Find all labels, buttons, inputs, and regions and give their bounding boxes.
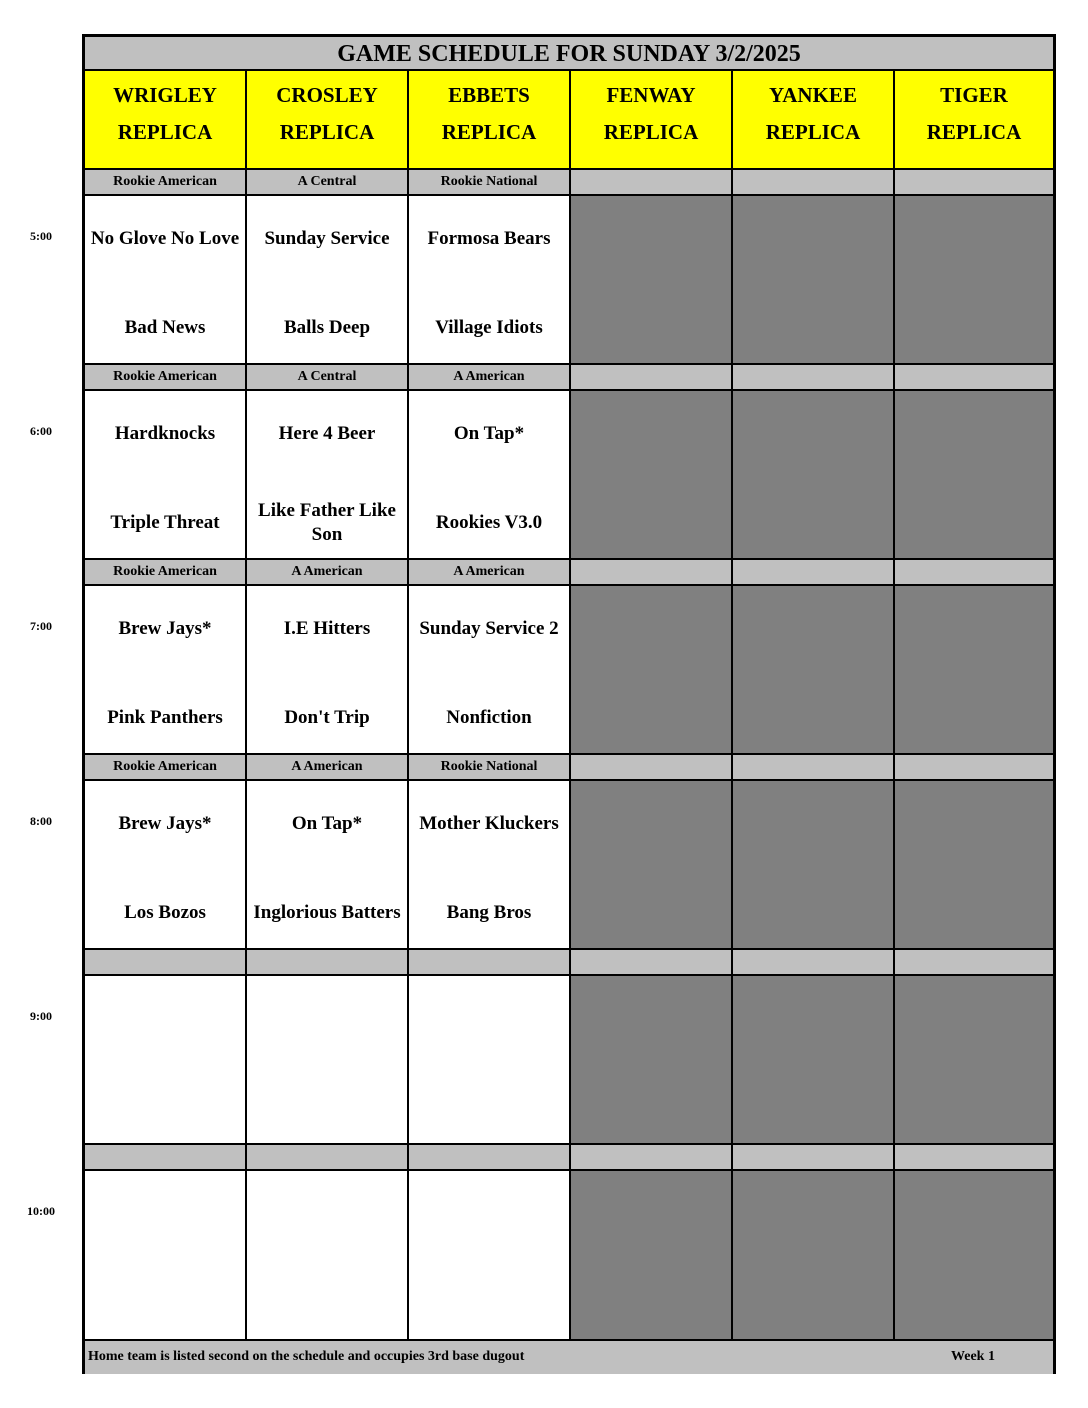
home-team bbox=[895, 694, 1053, 742]
schedule-grid bbox=[85, 71, 1053, 1341]
game-cell bbox=[895, 781, 1053, 950]
home-team bbox=[85, 1084, 245, 1132]
game-cell bbox=[247, 196, 409, 365]
division-label bbox=[733, 365, 895, 391]
away-team bbox=[895, 615, 1053, 643]
game-cell bbox=[733, 391, 895, 560]
field-header-3 bbox=[409, 71, 571, 170]
game-cell bbox=[409, 391, 571, 560]
home-team bbox=[733, 694, 893, 742]
division-label bbox=[895, 755, 1053, 781]
away-team bbox=[733, 810, 893, 838]
field-name: EBBETS bbox=[448, 83, 530, 107]
away-team bbox=[733, 1005, 893, 1033]
away-team: On Tap* bbox=[291, 813, 363, 834]
away-team bbox=[571, 810, 731, 838]
field-name: CROSLEY bbox=[276, 83, 378, 107]
away-team: Brew Jays* bbox=[118, 618, 212, 639]
away-team bbox=[895, 1005, 1053, 1033]
game-cell bbox=[895, 586, 1053, 755]
field-header-row bbox=[85, 71, 1053, 170]
away-team: Sunday Service bbox=[264, 228, 390, 249]
away-team bbox=[247, 1200, 407, 1228]
division-row bbox=[85, 1145, 1053, 1171]
away-team bbox=[571, 1200, 731, 1228]
division-label bbox=[571, 365, 733, 391]
division-label bbox=[733, 755, 895, 781]
game-cell bbox=[247, 781, 409, 950]
time-label: 10:00 bbox=[27, 1204, 55, 1218]
field-subtitle: REPLICA bbox=[765, 120, 861, 144]
home-team bbox=[85, 1279, 245, 1327]
division-row bbox=[85, 755, 1053, 781]
field-header-2 bbox=[247, 71, 409, 170]
division-label bbox=[733, 560, 895, 586]
home-team: Triple Threat bbox=[110, 512, 220, 533]
division-label: Rookie American bbox=[85, 365, 247, 391]
home-team: Inglorious Batters bbox=[253, 902, 401, 923]
away-team: Here 4 Beer bbox=[278, 423, 376, 444]
division-label bbox=[409, 950, 571, 976]
game-cell bbox=[895, 391, 1053, 560]
division-label bbox=[571, 755, 733, 781]
away-team bbox=[733, 225, 893, 253]
time-slot-row bbox=[85, 196, 1053, 365]
away-team bbox=[571, 420, 731, 448]
division-row bbox=[85, 170, 1053, 196]
game-cell bbox=[895, 976, 1053, 1145]
division-label bbox=[571, 1145, 733, 1171]
field-subtitle: REPLICA bbox=[117, 120, 213, 144]
home-team bbox=[895, 1279, 1053, 1327]
division-label: Rookie American bbox=[85, 755, 247, 781]
game-cell bbox=[85, 781, 247, 950]
division-row bbox=[85, 560, 1053, 586]
time-label: 9:00 bbox=[30, 1009, 52, 1023]
time-label: 7:00 bbox=[30, 619, 52, 633]
game-cell bbox=[895, 196, 1053, 365]
game-cell bbox=[571, 976, 733, 1145]
schedule-title: GAME SCHEDULE FOR SUNDAY 3/2/2025 bbox=[85, 37, 1053, 71]
time-slot-row bbox=[85, 1171, 1053, 1341]
away-team: I.E Hitters bbox=[283, 618, 371, 639]
home-team: Don't Trip bbox=[284, 707, 370, 728]
away-team bbox=[895, 420, 1053, 448]
away-team bbox=[571, 225, 731, 253]
division-label bbox=[571, 170, 733, 196]
division-label bbox=[895, 1145, 1053, 1171]
division-label: Rookie American bbox=[85, 170, 247, 196]
division-label bbox=[895, 950, 1053, 976]
away-team bbox=[409, 1005, 569, 1033]
away-team: Brew Jays* bbox=[118, 813, 212, 834]
home-team bbox=[409, 1279, 569, 1327]
field-header-6 bbox=[895, 71, 1053, 170]
game-cell bbox=[247, 1171, 409, 1341]
division-label bbox=[409, 1145, 571, 1171]
division-label bbox=[85, 1145, 247, 1171]
game-cell bbox=[409, 586, 571, 755]
division-label: A Central bbox=[247, 365, 409, 391]
game-cell bbox=[85, 976, 247, 1145]
game-cell bbox=[733, 976, 895, 1145]
division-label bbox=[247, 1145, 409, 1171]
away-team bbox=[895, 1200, 1053, 1228]
division-label: A American bbox=[247, 755, 409, 781]
time-slot-row bbox=[85, 781, 1053, 950]
division-label bbox=[247, 950, 409, 976]
home-team: Rookies V3.0 bbox=[435, 512, 543, 533]
field-subtitle: REPLICA bbox=[603, 120, 699, 144]
field-name: WRIGLEY bbox=[113, 83, 217, 107]
home-team bbox=[571, 304, 731, 352]
home-team bbox=[571, 499, 731, 547]
field-name: TIGER bbox=[940, 83, 1008, 107]
home-team bbox=[571, 1279, 731, 1327]
home-team bbox=[733, 499, 893, 547]
game-cell bbox=[895, 1171, 1053, 1341]
time-label: 8:00 bbox=[30, 814, 52, 828]
home-team bbox=[895, 304, 1053, 352]
away-team bbox=[85, 1005, 245, 1033]
game-cell bbox=[247, 586, 409, 755]
away-team: Formosa Bears bbox=[427, 228, 551, 249]
game-cell bbox=[571, 391, 733, 560]
division-label bbox=[895, 365, 1053, 391]
game-cell bbox=[85, 196, 247, 365]
division-label: Rookie American bbox=[85, 560, 247, 586]
away-team: No Glove No Love bbox=[90, 228, 240, 249]
field-name: YANKEE bbox=[769, 83, 857, 107]
division-label bbox=[85, 950, 247, 976]
game-cell bbox=[409, 976, 571, 1145]
division-label: A American bbox=[409, 365, 571, 391]
home-team bbox=[247, 1279, 407, 1327]
field-header-4 bbox=[571, 71, 733, 170]
away-team bbox=[895, 810, 1053, 838]
game-cell bbox=[733, 196, 895, 365]
away-team bbox=[895, 225, 1053, 253]
game-cell bbox=[85, 586, 247, 755]
division-row bbox=[85, 950, 1053, 976]
game-cell bbox=[409, 1171, 571, 1341]
game-cell bbox=[571, 196, 733, 365]
home-team bbox=[409, 1084, 569, 1132]
field-subtitle: REPLICA bbox=[926, 120, 1022, 144]
division-label: A American bbox=[409, 560, 571, 586]
game-cell bbox=[247, 391, 409, 560]
home-team bbox=[733, 1279, 893, 1327]
home-team bbox=[895, 499, 1053, 547]
home-team: Village Idiots bbox=[435, 317, 543, 338]
division-label bbox=[571, 950, 733, 976]
field-subtitle: REPLICA bbox=[441, 120, 537, 144]
game-cell bbox=[571, 1171, 733, 1341]
away-team bbox=[85, 1200, 245, 1228]
home-team bbox=[571, 1084, 731, 1132]
away-team bbox=[571, 1005, 731, 1033]
away-team: Sunday Service 2 bbox=[419, 618, 559, 639]
game-cell bbox=[571, 781, 733, 950]
home-team: Nonfiction bbox=[446, 707, 532, 728]
field-header-1 bbox=[85, 71, 247, 170]
home-team: Pink Panthers bbox=[107, 707, 223, 728]
time-slot-row bbox=[85, 586, 1053, 755]
schedule-footer bbox=[85, 1341, 1053, 1374]
away-team bbox=[733, 615, 893, 643]
home-team: Los Bozos bbox=[124, 902, 206, 923]
schedule-sheet bbox=[82, 34, 1056, 1374]
time-slot-row bbox=[85, 391, 1053, 560]
division-label bbox=[895, 170, 1053, 196]
home-team bbox=[733, 304, 893, 352]
home-team bbox=[895, 1084, 1053, 1132]
division-label bbox=[733, 170, 895, 196]
home-team: Balls Deep bbox=[283, 317, 371, 338]
game-cell bbox=[571, 586, 733, 755]
away-team: Hardknocks bbox=[114, 423, 216, 444]
game-cell bbox=[247, 976, 409, 1145]
game-cell bbox=[733, 1171, 895, 1341]
division-row bbox=[85, 365, 1053, 391]
time-slot-row bbox=[85, 976, 1053, 1145]
away-team bbox=[409, 1200, 569, 1228]
game-cell bbox=[409, 196, 571, 365]
home-team bbox=[571, 694, 731, 742]
week-label: Week 1 bbox=[951, 1349, 995, 1364]
home-team bbox=[247, 1084, 407, 1132]
home-team-note: Home team is listed second on the schedule and occupies 3rd base dugout bbox=[88, 1349, 525, 1364]
field-name: FENWAY bbox=[606, 83, 696, 107]
game-cell bbox=[409, 781, 571, 950]
home-team bbox=[895, 889, 1053, 937]
away-team bbox=[733, 1200, 893, 1228]
field-header-5 bbox=[733, 71, 895, 170]
game-cell bbox=[85, 391, 247, 560]
home-team bbox=[733, 889, 893, 937]
division-label bbox=[733, 1145, 895, 1171]
home-team: Like Father Like Son bbox=[258, 500, 396, 545]
home-team: Bad News bbox=[124, 317, 206, 338]
away-team bbox=[733, 420, 893, 448]
division-label bbox=[571, 560, 733, 586]
time-label: 6:00 bbox=[30, 424, 52, 438]
home-team: Bang Bros bbox=[446, 902, 532, 923]
division-label: Rookie National bbox=[409, 170, 571, 196]
away-team: On Tap* bbox=[453, 423, 525, 444]
time-label: 5:00 bbox=[30, 229, 52, 243]
home-team bbox=[571, 889, 731, 937]
home-team bbox=[733, 1084, 893, 1132]
away-team bbox=[571, 615, 731, 643]
division-label: A Central bbox=[247, 170, 409, 196]
game-cell bbox=[733, 586, 895, 755]
away-team: Mother Kluckers bbox=[419, 813, 559, 834]
division-label: A American bbox=[247, 560, 409, 586]
division-label bbox=[733, 950, 895, 976]
division-label bbox=[895, 560, 1053, 586]
away-team bbox=[247, 1005, 407, 1033]
field-subtitle: REPLICA bbox=[279, 120, 375, 144]
game-cell bbox=[733, 781, 895, 950]
division-label: Rookie National bbox=[409, 755, 571, 781]
game-cell bbox=[85, 1171, 247, 1341]
